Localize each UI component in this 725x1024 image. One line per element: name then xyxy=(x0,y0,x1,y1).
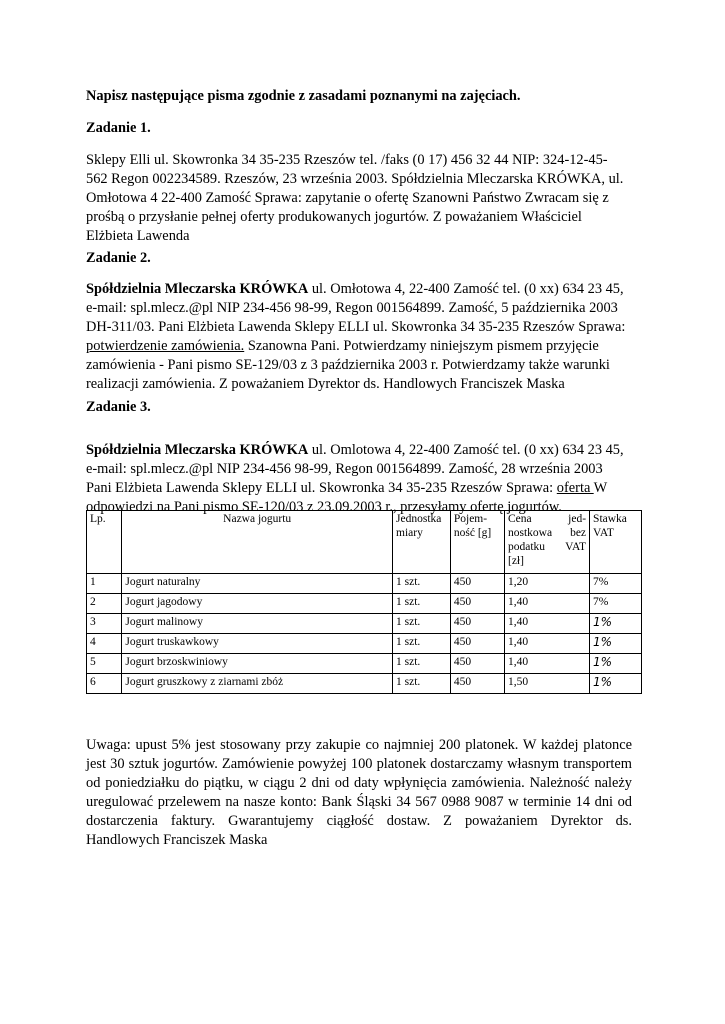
cell-vat: 7% xyxy=(590,574,642,594)
header-unit: Jednostka miary xyxy=(393,511,451,574)
table-row xyxy=(87,574,642,594)
task2-body xyxy=(86,280,626,394)
cell-vat: 1% xyxy=(590,634,642,654)
cell-vat: 1% xyxy=(590,614,642,634)
cell-price: 1,40 xyxy=(504,634,589,654)
cell-unit: 1 szt. xyxy=(393,614,451,634)
task2-subject: potwierdzenie zamówienia. xyxy=(86,338,245,354)
task2-sender: Spółdzielnia Mleczarska KRÓWKA xyxy=(86,281,309,297)
cell-unit: 1 szt. xyxy=(393,634,451,654)
table-row xyxy=(87,614,642,634)
instruction: Napisz następujące pisma zgodnie z zasadami poznanymi na zajęciach. xyxy=(86,88,521,104)
task2-text-a: ul. Omłotowa 4, 22-400 Zamość tel. (0 xx) 634 23 45, e-mail: spl.mlecz.@pl NIP 234-456 98-99, Regon 001564899. Zamość, 5 października 2003 DH-311/03. Pani Elżbieta Lawenda Sklepy ELLI ul. Skowronka 34 35-235 Rzeszów Sprawa: xyxy=(86,281,626,335)
cell-lp: 2 xyxy=(87,594,122,614)
cell-unit: 1 szt. xyxy=(393,654,451,674)
task3-sender: Spółdzielnia Mleczarska KRÓWKA xyxy=(86,442,309,458)
table-row xyxy=(87,594,642,614)
cell-vat: 1% xyxy=(590,674,642,694)
cell-name: Jogurt gruszkowy z ziarnami zbóż xyxy=(122,674,393,694)
cell-lp: 3 xyxy=(87,614,122,634)
cell-volume: 450 xyxy=(450,634,504,654)
task3-text-a: ul. Omlotowa 4, 22-400 Zamość tel. (0 xx) 634 23 45, e-mail: spl.mlecz.@pl NIP 234-456 98-99, Regon 001564899. Zamość, 28 września 2003 Pani Elżbieta Lawenda Sklepy ELLI ul. Skowronka 34 35-235 Rzeszów Sprawa: xyxy=(86,442,624,496)
cell-price: 1,40 xyxy=(504,594,589,614)
cell-lp: 1 xyxy=(87,574,122,594)
task2-text-b: Szanowna Pani. Potwierdzamy niniejszym pismem przyjęcie zamówienia - Pani pismo SE-129/03 z 3 października 2003 r. Potwierdzamy także warunki realizacji zamówienia. Z poważaniem Dyrektor ds. Handlowych Franciszek Maska xyxy=(86,338,610,392)
cell-price: 1,40 xyxy=(504,654,589,674)
header-vat: Stawka VAT xyxy=(590,511,642,574)
table-row xyxy=(87,674,642,694)
cell-unit: 1 szt. xyxy=(393,594,451,614)
task1-heading: Zadanie 1. xyxy=(86,120,151,136)
offer-table xyxy=(86,510,642,694)
cell-price: 1,20 xyxy=(504,574,589,594)
task2-heading: Zadanie 2. xyxy=(86,250,151,266)
cell-volume: 450 xyxy=(450,654,504,674)
cell-lp: 6 xyxy=(87,674,122,694)
task3-note: Uwaga: upust 5% jest stosowany przy zakupie co najmniej 200 platonek. W każdej platonce jest 30 sztuk jogurtów. Zamówienie powyżej 100 platonek dostarczamy własnym transportem od poniedziałku do piątku, w ciągu 2 dni od daty wpłynięcia zamówienia. Należność należy uregulować przelewem na nasze konto: Bank Śląski 34 567 0988 9087 w terminie 14 dni od dostarczenia faktury. Gwarantujemy ciągłość dostaw. Z poważaniem Dyrektor ds. Handlowych Franciszek Maska xyxy=(86,737,632,848)
header-price: Cena jed-nostkowa bez podatku VAT [zł] xyxy=(504,511,589,574)
header-volume: Pojem-ność [g] xyxy=(450,511,504,574)
header-name: Nazwa jogurtu xyxy=(122,511,393,574)
cell-volume: 450 xyxy=(450,674,504,694)
task1-body: Sklepy Elli ul. Skowronka 34 35-235 Rzeszów tel. /faks (0 17) 456 32 44 NIP: 324-12-45-562 Regon 002234589. Rzeszów, 23 września 2003. Spółdzielnia Mleczarska KRÓWKA, ul. Omłotowa 4 22-400 Zamość Sprawa: zapytanie o ofertę Szanowni Państwo Zwracam się z prośbą o przysłanie pełnej oferty produkowanych jogurtów. Z poważaniem Właściciel Elżbieta Lawenda xyxy=(86,152,624,244)
cell-price: 1,40 xyxy=(504,614,589,634)
task3-text-b: W odpowiedzi na Pani pismo SE-120/03 z 23.09.2003 r., przesyłamy ofertę jogurtów. xyxy=(86,480,607,515)
table-row xyxy=(87,654,642,674)
cell-lp: 5 xyxy=(87,654,122,674)
table-header-row xyxy=(87,511,642,574)
cell-name: Jogurt jagodowy xyxy=(122,594,393,614)
task3-heading: Zadanie 3. xyxy=(86,399,151,415)
cell-lp: 4 xyxy=(87,634,122,654)
cell-volume: 450 xyxy=(450,614,504,634)
cell-vat: 7% xyxy=(590,594,642,614)
cell-name: Jogurt brzoskwiniowy xyxy=(122,654,393,674)
cell-volume: 450 xyxy=(450,574,504,594)
cell-vat: 1% xyxy=(590,654,642,674)
cell-price: 1,50 xyxy=(504,674,589,694)
table-row xyxy=(87,634,642,654)
cell-unit: 1 szt. xyxy=(393,674,451,694)
cell-name: Jogurt malinowy xyxy=(122,614,393,634)
header-lp: Lp. xyxy=(87,511,122,574)
cell-volume: 450 xyxy=(450,594,504,614)
cell-name: Jogurt naturalny xyxy=(122,574,393,594)
cell-unit: 1 szt. xyxy=(393,574,451,594)
task3-body xyxy=(86,441,626,517)
cell-name: Jogurt truskawkowy xyxy=(122,634,393,654)
task3-subject: oferta xyxy=(556,480,594,496)
